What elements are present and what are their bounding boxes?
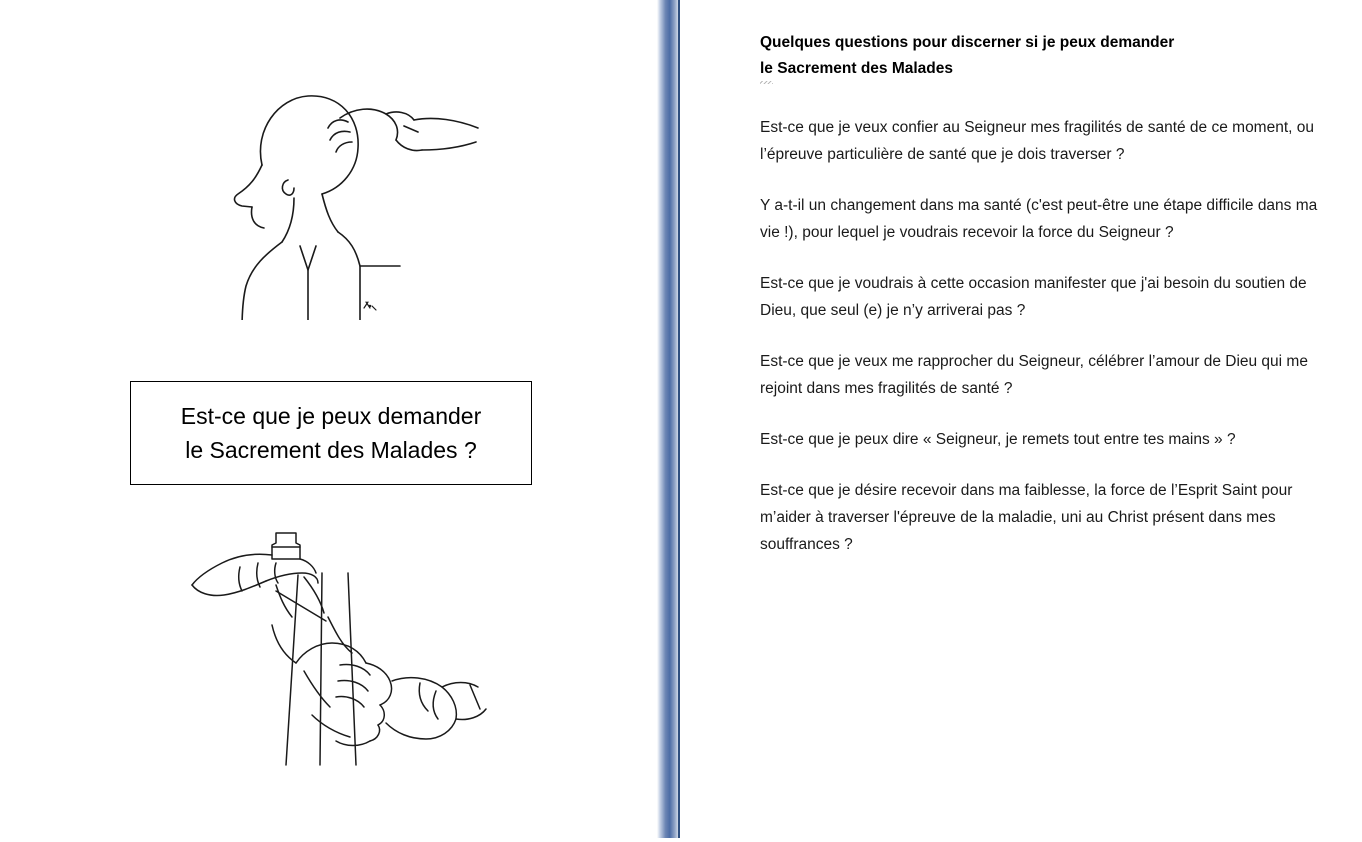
heading-line-2 <box>760 56 1330 82</box>
list-item: Est-ce que je veux me rapprocher du Seigneur, célébrer l’amour de Dieu qui me rejoint dans mes fragilités de santé ? <box>760 352 1308 397</box>
list-item: Est-ce que je désire recevoir dans ma faiblesse, la force de l’Esprit Saint pour m’aider à traverser l'épreuve de la maladie, uni au Christ présent dans mes souffrances ? <box>760 481 1293 553</box>
list-item: Est-ce que je veux confier au Seigneur mes fragilités de santé de ce moment, ou l’épreuve particulière de santé que je dois traverser ? <box>760 118 1314 163</box>
title-box <box>130 381 532 485</box>
list-item: Est-ce que je voudrais à cette occasion manifester que j'ai besoin du soutien de Dieu, que seul (e) je n’y arriverai pas ? <box>760 274 1307 319</box>
title-line-1: Est-ce que je peux demander <box>180 403 482 429</box>
heading-line-1: Quelques questions pour discerner si je peux demander <box>760 34 1175 51</box>
left-panel <box>0 0 640 842</box>
vertical-divider-bar <box>657 0 679 838</box>
list-item: Y a-t-il un changement dans ma santé (c'est peut-être une étape difficile dans ma vie !), pour lequel je voudrais recevoir la force du Seigneur ? <box>760 196 1318 241</box>
title-line-2: le Sacrement des Malades ? <box>185 437 477 463</box>
vertical-divider-edge <box>678 0 680 838</box>
drawing-hands-holding-oil-vial-icon <box>180 525 510 775</box>
drawing-priest-anointing-forehead-icon <box>190 70 480 320</box>
right-panel <box>700 0 1362 842</box>
page-title <box>760 30 1330 82</box>
list-item: Est-ce que je peux dire « Seigneur, je remets tout entre tes mains » ? <box>760 430 1236 448</box>
heading-squiggle-word: le <box>760 56 773 82</box>
questions-list <box>760 98 1332 582</box>
heading-line-2-rest: Sacrement des Malades <box>772 60 953 77</box>
